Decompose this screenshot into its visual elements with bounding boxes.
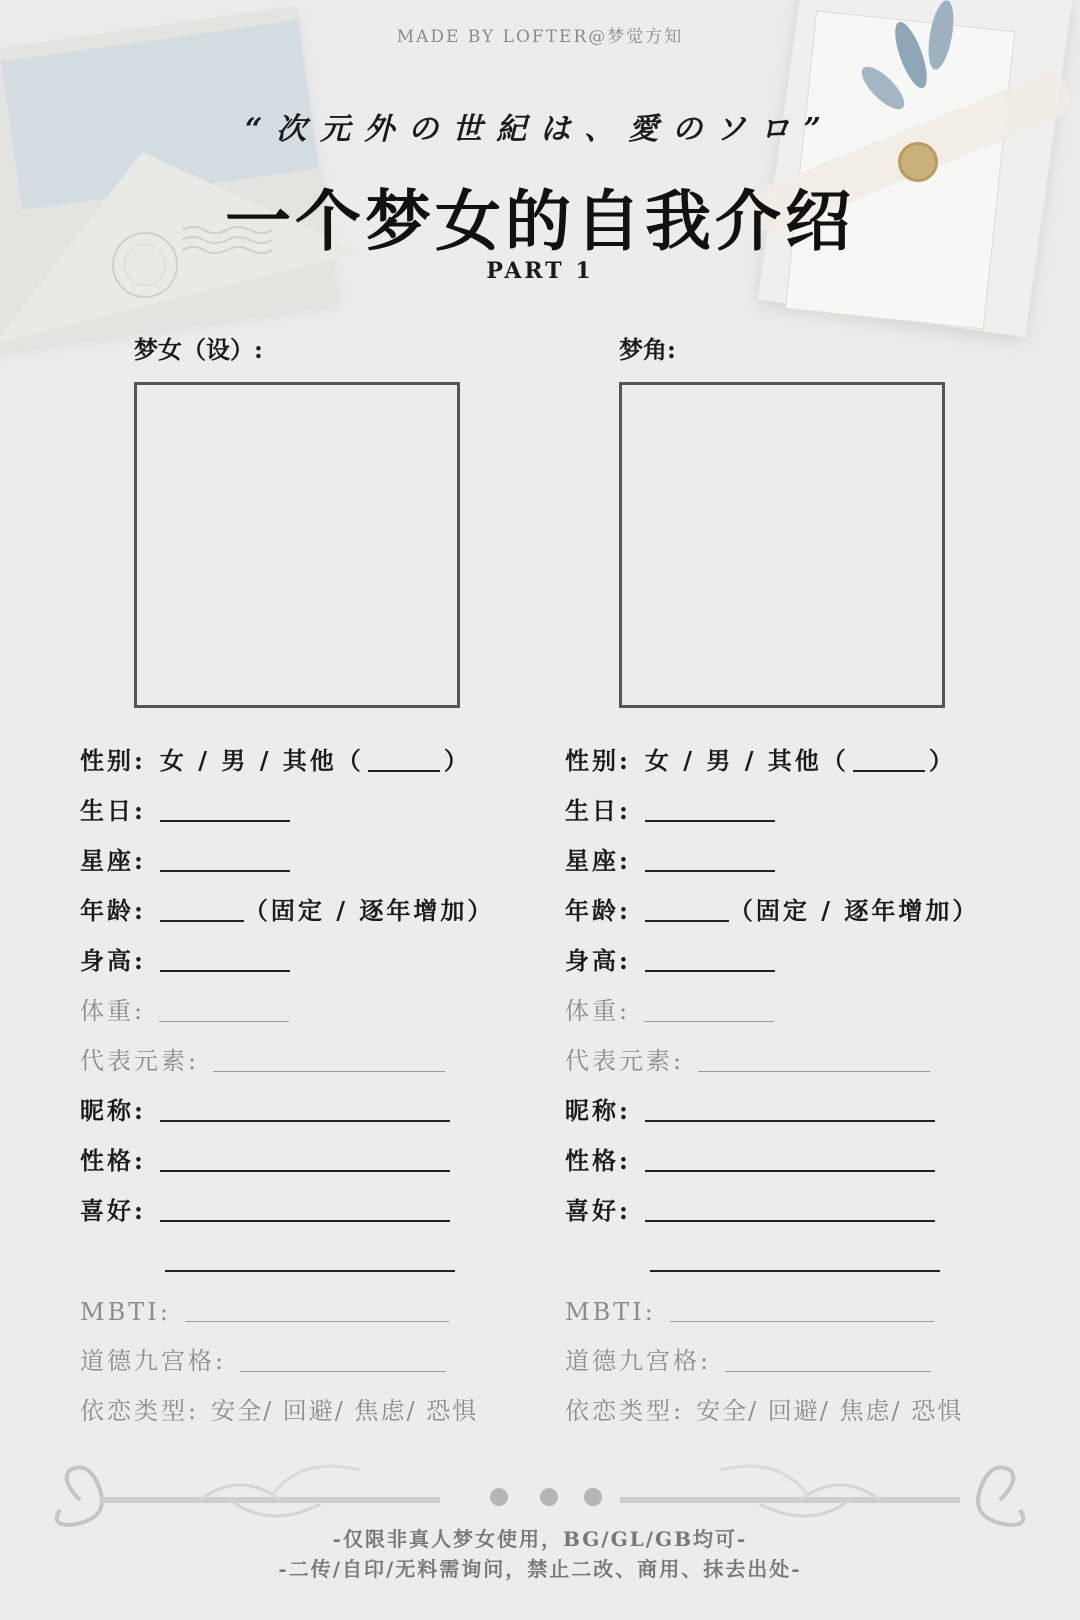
nickname-label: 昵称: — [80, 1096, 146, 1125]
left-age-row — [80, 890, 494, 926]
mbti-label: MBTI: — [80, 1298, 171, 1326]
gender-close: ） — [928, 746, 956, 775]
right-alignment-row — [565, 1340, 931, 1376]
birthday-field[interactable] — [160, 796, 290, 822]
mbti-field[interactable] — [670, 1296, 934, 1322]
left-gender-row — [80, 740, 471, 776]
alignment-field[interactable] — [725, 1346, 931, 1372]
element-label: 代表元素: — [565, 1047, 685, 1075]
left-hobby-row — [80, 1190, 450, 1226]
hobby-label: 喜好: — [565, 1196, 631, 1225]
page-title: 一个梦女的自我介绍 — [225, 182, 855, 260]
personality-label: 性格: — [80, 1146, 146, 1175]
left-weight-row — [80, 990, 289, 1026]
nickname-field[interactable] — [160, 1096, 450, 1122]
age-field[interactable] — [645, 896, 729, 922]
alignment-label: 道德九宫格: — [80, 1347, 227, 1375]
right-personality-row — [565, 1140, 935, 1176]
element-label: 代表元素: — [80, 1047, 200, 1075]
personality-field[interactable] — [160, 1146, 450, 1172]
left-photo-box[interactable] — [134, 382, 460, 708]
dot-icon — [540, 1488, 558, 1506]
age-field[interactable] — [160, 896, 244, 922]
personality-label: 性格: — [565, 1146, 631, 1175]
right-hobby-row — [565, 1190, 935, 1226]
gender-label: 性别: — [80, 746, 146, 775]
right-mbti-row — [565, 1290, 934, 1326]
height-field[interactable] — [645, 946, 775, 972]
right-column-label: 梦角: — [619, 335, 676, 364]
credit-text: MADE BY LOFTER@梦觉方知 — [396, 27, 684, 47]
weight-label: 体重: — [80, 997, 146, 1025]
alignment-field[interactable] — [240, 1346, 446, 1372]
attachment-options[interactable]: 安全/ 回避/ 焦虑/ 恐惧 — [211, 1397, 479, 1425]
right-birthday-row — [565, 790, 775, 826]
mbti-field[interactable] — [185, 1296, 449, 1322]
mbti-label: MBTI: — [565, 1298, 656, 1326]
nickname-label: 昵称: — [565, 1096, 631, 1125]
birthday-label: 生日: — [80, 796, 146, 825]
attachment-label: 依恋类型: — [565, 1397, 685, 1425]
hobby-field-2[interactable] — [165, 1246, 455, 1272]
dot-icon — [490, 1488, 508, 1506]
right-attachment-row — [565, 1390, 963, 1426]
gender-close: ） — [443, 746, 471, 775]
weight-field[interactable] — [644, 996, 774, 1022]
zodiac-label: 星座: — [565, 846, 631, 875]
element-field[interactable] — [213, 1046, 445, 1072]
birthday-field[interactable] — [645, 796, 775, 822]
height-label: 身高: — [565, 946, 631, 975]
hobby-field[interactable] — [160, 1196, 450, 1222]
weight-label: 体重: — [565, 997, 631, 1025]
attachment-options[interactable]: 安全/ 回避/ 焦虑/ 恐惧 — [696, 1397, 964, 1425]
left-zodiac-row — [80, 840, 290, 876]
hobby-label: 喜好: — [80, 1196, 146, 1225]
age-label: 年龄: — [565, 896, 631, 925]
gender-other-field[interactable] — [368, 748, 440, 772]
zodiac-field[interactable] — [645, 846, 775, 872]
left-attachment-row — [80, 1390, 478, 1426]
attachment-label: 依恋类型: — [80, 1397, 200, 1425]
age-label: 年龄: — [80, 896, 146, 925]
left-personality-row — [80, 1140, 450, 1176]
nickname-field[interactable] — [645, 1096, 935, 1122]
hobby-field-2[interactable] — [650, 1246, 940, 1272]
left-birthday-row — [80, 790, 290, 826]
right-gender-row — [565, 740, 956, 776]
zodiac-label: 星座: — [80, 846, 146, 875]
part-label: PART 1 — [486, 258, 594, 284]
element-field[interactable] — [698, 1046, 930, 1072]
right-age-row — [565, 890, 979, 926]
alignment-label: 道德九宫格: — [565, 1347, 712, 1375]
left-alignment-row — [80, 1340, 446, 1376]
age-options[interactable]: （固定 / 逐年增加） — [243, 896, 495, 925]
dot-icon — [584, 1488, 602, 1506]
left-mbti-row — [80, 1290, 449, 1326]
left-column-label: 梦女（设）: — [134, 335, 263, 364]
height-field[interactable] — [160, 946, 290, 972]
personality-field[interactable] — [645, 1146, 935, 1172]
footer-copyright-note: -二传/自印/无料需询问，禁止二改、商用、抹去出处- — [278, 1557, 802, 1581]
weight-field[interactable] — [159, 996, 289, 1022]
right-height-row — [565, 940, 775, 976]
right-weight-row — [565, 990, 774, 1026]
left-nickname-row — [80, 1090, 450, 1126]
gender-options[interactable]: 女 / 男 / 其他（ — [644, 746, 849, 775]
footer-usage-note: -仅限非真人梦女使用，BG/GL/GB均可- — [332, 1527, 748, 1551]
quote-text: “次元外の世紀は、愛のソロ” — [245, 112, 835, 147]
right-zodiac-row — [565, 840, 775, 876]
height-label: 身高: — [80, 946, 146, 975]
right-element-row — [565, 1040, 930, 1076]
right-hobby-row-2 — [650, 1240, 940, 1276]
gender-options[interactable]: 女 / 男 / 其他（ — [159, 746, 364, 775]
gender-other-field[interactable] — [853, 748, 925, 772]
zodiac-field[interactable] — [160, 846, 290, 872]
left-height-row — [80, 940, 290, 976]
right-nickname-row — [565, 1090, 935, 1126]
age-options[interactable]: （固定 / 逐年增加） — [728, 896, 980, 925]
hobby-field[interactable] — [645, 1196, 935, 1222]
right-photo-box[interactable] — [619, 382, 945, 708]
left-hobby-row-2 — [165, 1240, 455, 1276]
gender-label: 性别: — [565, 746, 631, 775]
birthday-label: 生日: — [565, 796, 631, 825]
left-element-row — [80, 1040, 445, 1076]
